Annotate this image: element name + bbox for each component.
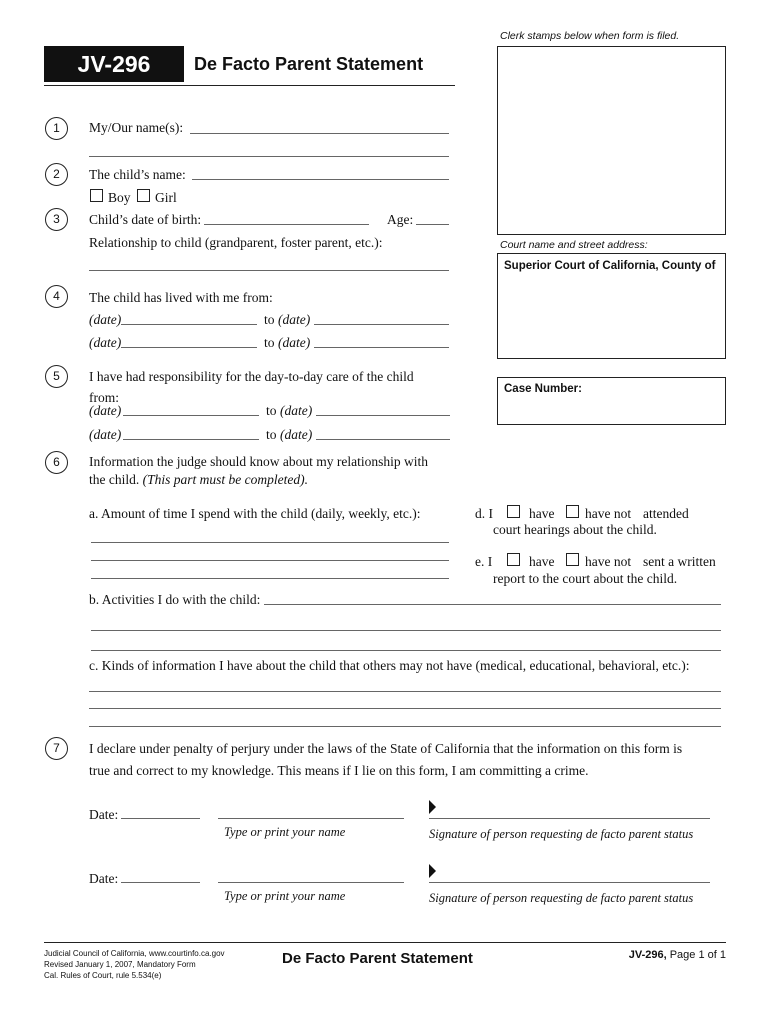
girl-label: Girl [155,190,177,205]
q6-label-line2 [89,472,308,488]
q3-dob-label: Child’s date of birth: [89,212,202,227]
q6a-label: a. Amount of time I spend with the child (daily, weekly, etc.): [89,506,421,521]
case-number-label: Case Number: [504,383,582,395]
sig2-name-line[interactable] [218,882,404,883]
footer-line-2: Revised January 1, 2007, Mandatory Form [44,960,196,969]
q6d-have-not-checkbox[interactable] [566,505,579,518]
form-id: JV-296 [77,51,151,77]
footer-line-1: Judicial Council of California, www.courtinfo.ca.gov [44,949,225,958]
q4-to-label-1: to [264,312,275,327]
q5-from-date-label-2: (date) [89,427,122,442]
q5-from-date-line-1[interactable] [123,415,259,416]
item-number-1: 1 [45,117,68,140]
footer-line-3: Cal. Rules of Court, rule 5.534(e) [44,971,162,980]
q2-label: The child’s name: [89,167,186,182]
q6e-prefix: e. I [475,554,493,569]
sig2-signature-caption: Signature of person requesting de facto parent status [429,891,694,905]
q4-from-date-line-2[interactable] [121,347,257,348]
q6e-have-checkbox[interactable] [507,553,520,566]
q6e-have-label: have [529,554,555,569]
q3-age-label: Age: [387,212,414,227]
q6b-line-2[interactable] [91,630,721,631]
sig1-name-line[interactable] [218,818,404,819]
sig1-date-line[interactable] [121,818,200,819]
q6a-line-3[interactable] [91,578,449,579]
q1-name-line-2[interactable] [89,156,449,157]
sig2-name-caption: Type or print your name [224,889,346,903]
q5-to-label-2: to [266,427,277,442]
q6e-line2: report to the court about the child. [493,571,678,586]
q4-from-date-label-1: (date) [89,312,122,327]
sig1-date-label: Date: [89,807,119,822]
footer-page-number: Page 1 of 1 [669,949,726,961]
item-number-3: 3 [45,208,68,231]
case-number-box[interactable] [497,377,726,425]
q6c-line-3[interactable] [89,726,721,727]
q5-to-date-label-1: (date) [280,403,313,418]
boy-label: Boy [108,190,131,205]
boy-checkbox[interactable] [90,189,103,202]
q7-line2: true and correct to my knowledge. This means if I lie on this form, I am committing a crime. [89,763,589,778]
q3-age-line[interactable] [416,224,449,225]
q6c-label: c. Kinds of information I have about the child that others may not have (medical, educational, behavioral, etc.): [89,658,690,673]
girl-checkbox[interactable] [137,189,150,202]
footer-meta [44,948,225,981]
q4-from-date-label-2: (date) [89,335,122,350]
clerk-stamp-box[interactable] [497,46,726,235]
sig2-date-line[interactable] [121,882,200,883]
header-rule [44,85,455,86]
q6-label-line2-text: the child. [89,472,140,487]
form-id-banner [44,46,184,82]
q6b-label: b. Activities I do with the child: [89,592,261,607]
q5-to-date-line-2[interactable] [316,439,450,440]
item-number-7: 7 [45,737,68,760]
q6e-have-not-label: have not [585,554,632,569]
footer-page-info [600,948,726,962]
q5-to-label-1: to [266,403,277,418]
item-number-6: 6 [45,451,68,474]
q4-label: The child has lived with me from: [89,290,273,305]
sig1-signature-caption: Signature of person requesting de facto parent status [429,827,694,841]
q1-name-line[interactable] [190,133,449,134]
form-title: De Facto Parent Statement [194,54,424,74]
q6-label-line1: Information the judge should know about my relationship with [89,454,428,469]
court-name: Superior Court of California, County of [504,260,716,272]
q5-from-date-line-2[interactable] [123,439,259,440]
q4-to-date-line-1[interactable] [314,324,449,325]
q7-line1: I declare under penalty of perjury under the laws of the State of California that the information on this form is [89,741,683,756]
q6d-line2: court hearings about the child. [493,522,657,537]
q4-to-date-label-2: (date) [278,335,311,350]
q5-to-date-label-2: (date) [280,427,313,442]
q5-label-line2: from: [89,390,119,405]
q6a-line-1[interactable] [91,542,449,543]
q4-to-date-line-2[interactable] [314,347,449,348]
sig1-name-caption: Type or print your name [224,825,346,839]
q5-to-date-line-1[interactable] [316,415,450,416]
q6d-have-not-label: have not [585,506,632,521]
footer-title: De Facto Parent Statement [282,950,473,967]
q6c-line-2[interactable] [89,708,721,709]
q1-label: My/Our name(s): [89,120,184,135]
q3-relationship-label: Relationship to child (grandparent, foster parent, etc.): [89,235,383,250]
q4-from-date-line-1[interactable] [121,324,257,325]
q4-to-date-label-1: (date) [278,312,311,327]
sig2-arrow-icon [429,864,436,878]
q6e-have-not-checkbox[interactable] [566,553,579,566]
q6c-line-1[interactable] [89,691,721,692]
clerk-note: Clerk stamps below when form is filed. [500,30,680,42]
q6b-line-3[interactable] [91,650,721,651]
q6-label-required-note: (This part must be completed). [142,472,308,487]
q5-from-date-label-1: (date) [89,403,122,418]
q6b-line-1[interactable] [264,604,721,605]
q6d-prefix: d. I [475,506,493,521]
sig1-arrow-icon [429,800,436,814]
q4-to-label-2: to [264,335,275,350]
q6a-line-2[interactable] [91,560,449,561]
footer-form-id: JV-296, [628,949,667,961]
q6d-have-checkbox[interactable] [507,505,520,518]
item-number-2: 2 [45,163,68,186]
item-number-5: 5 [45,365,68,388]
item-number-4: 4 [45,285,68,308]
q3-dob-line[interactable] [204,224,369,225]
q2-child-name-line[interactable] [192,179,449,180]
q6e-sent: sent a written [643,554,716,569]
footer-rule [44,942,726,943]
court-address-box[interactable] [497,253,726,359]
sig2-signature-line[interactable] [429,882,710,883]
q6d-attended: attended [643,506,689,521]
q3-relationship-line[interactable] [89,270,449,271]
q6d-have-label: have [529,506,555,521]
q5-label-line1: I have had responsibility for the day-to-day care of the child [89,369,414,384]
court-address-label: Court name and street address: [500,239,648,251]
sig1-signature-line[interactable] [429,818,710,819]
sig2-date-label: Date: [89,871,119,886]
